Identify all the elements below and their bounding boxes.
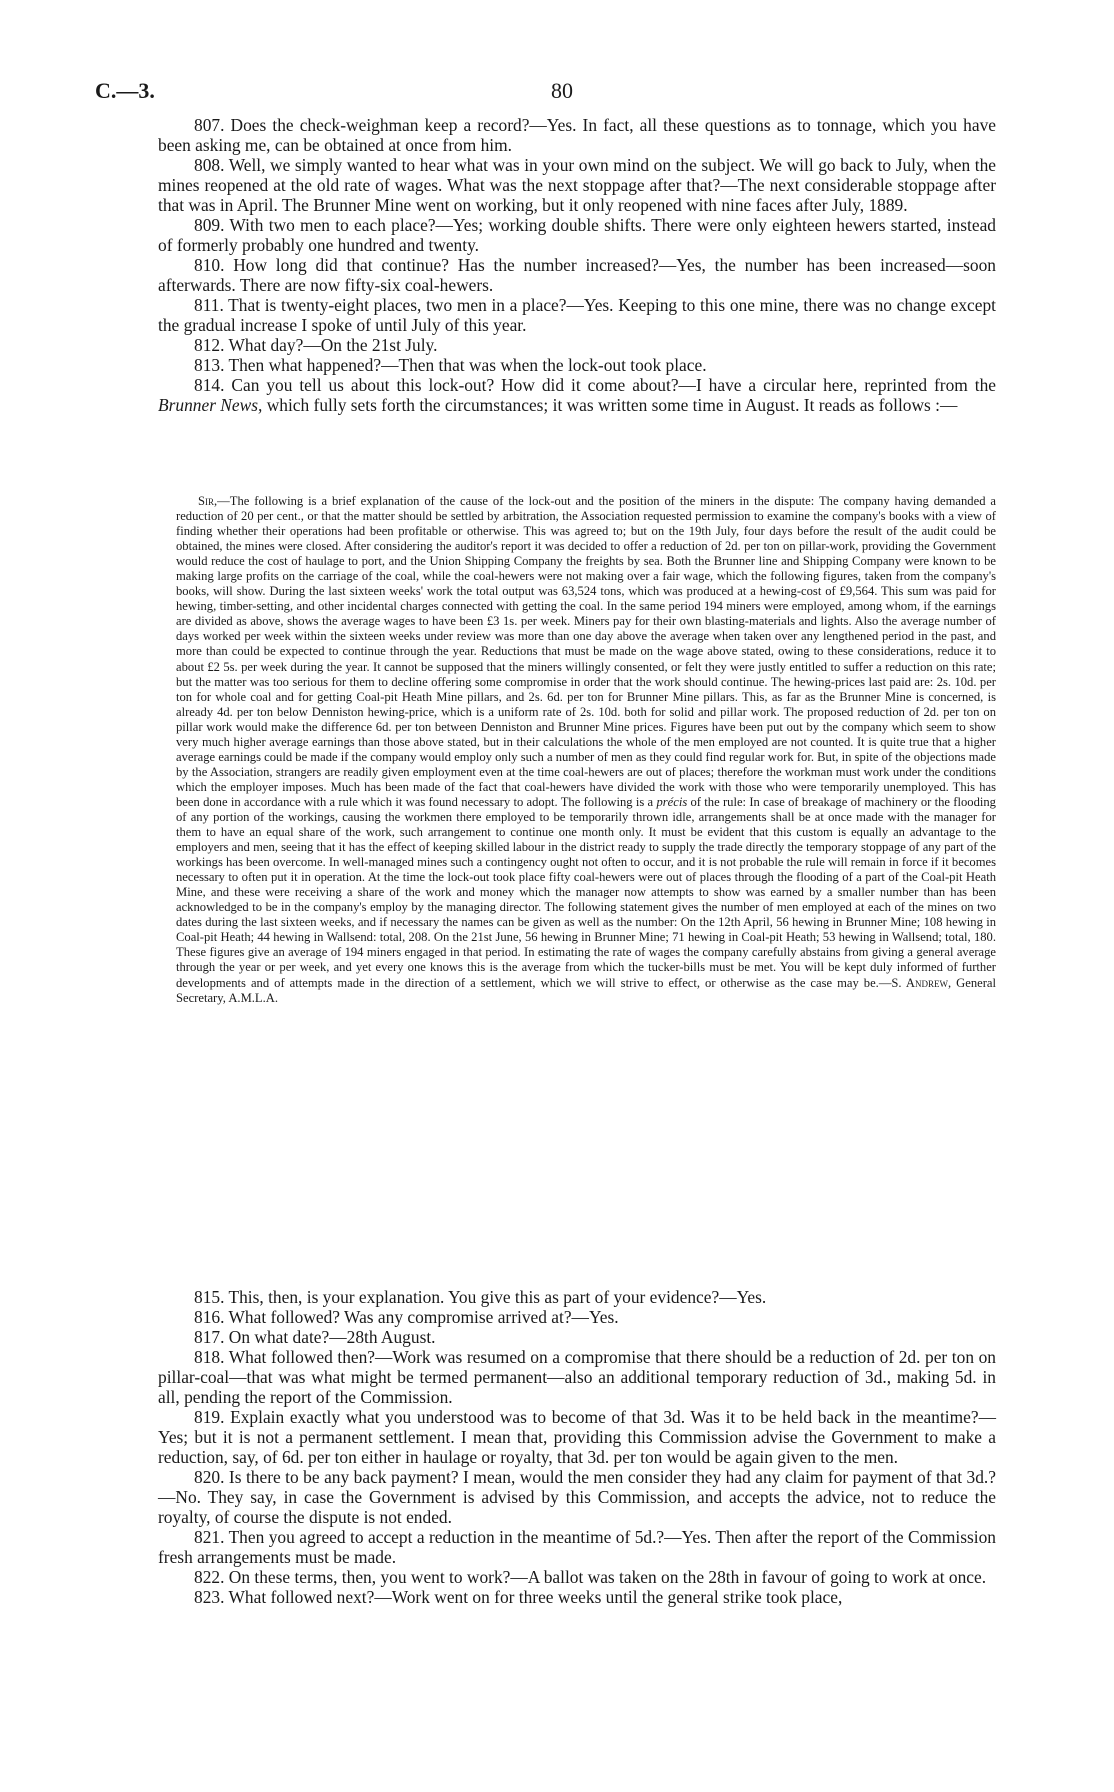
document-reference: C.—3. bbox=[95, 78, 155, 103]
newspaper-title: Brunner News, bbox=[158, 395, 263, 415]
signature-title: General Secretary, A.M.L.A. bbox=[176, 975, 997, 1005]
question-814: 814. Can you tell us about this lock-out? How did it come about?—I have a circular here, reprinted from the Brunner News, which fully sets forth the circumstances; it was written some time in August. It reads as follows :— bbox=[158, 375, 996, 415]
question-808: 808. Well, we simply wanted to hear what was in your own mind on the subject. We will go back to July, when the mines reopened at the old rate of wages. What was the next stoppage after that?—The next considerable stoppage after that was in April. The Brunner Mine went on working, but it only reopened with nine faces after July, 1889. bbox=[158, 155, 996, 215]
page-number: 80 bbox=[551, 78, 573, 103]
question-816: 816. What followed? Was any compromise arrived at?—Yes. bbox=[194, 1307, 619, 1327]
signature-name: S. Andrew, bbox=[891, 975, 952, 990]
questions-815-823 bbox=[158, 1287, 996, 1607]
question-822: 822. On these terms, then, you went to work?—A ballot was taken on the 28th in favour of going to work at once. bbox=[194, 1567, 987, 1587]
question-810: 810. How long did that continue? Has the number increased?—Yes, the number has been increased—soon afterwards. There are now fifty-six coal-hewers. bbox=[158, 255, 996, 295]
question-809: 809. With two men to each place?—Yes; working double shifts. There were only eighteen hewers started, instead of formerly probably one hundred and twenty. bbox=[158, 215, 996, 255]
question-817: 817. On what date?—28th August. bbox=[194, 1327, 436, 1347]
question-818: 818. What followed then?—Work was resumed on a compromise that there should be a reduction of 2d. per ton on pillar-coal—that was what might be termed permanent—also an additional temporary reduction of 3d., making 5d. in all, pending the report of the Commission. bbox=[158, 1347, 996, 1407]
question-819: 819. Explain exactly what you understood was to become of that 3d. Was it to be held back in the meantime?—Yes; but it is not a permanent settlement. I mean that, providing this Commission advise the Government to make a reduction, say, of 6d. per ton either in haulage or royalty, that 3d. per ton would be again given to the men. bbox=[158, 1407, 996, 1467]
question-821: 821. Then you agreed to accept a reduction in the meantime of 5d.?—Yes. Then after the report of the Commission fresh arrangements must be made. bbox=[158, 1527, 996, 1567]
question-815: 815. This, then, is your explanation. You give this as part of your evidence?—Yes. bbox=[194, 1287, 767, 1307]
question-813: 813. Then what happened?—Then that was when the lock-out took place. bbox=[194, 355, 707, 375]
salutation: Sir, bbox=[198, 494, 218, 508]
questions-807-813 bbox=[158, 115, 996, 415]
circular-letter: Sir,—The following is a brief explanation of the cause of the lock-out and the position of the miners in the dispute: The company having demanded a reduction of 20 per cent., or that the matter should be settled by arbitration, the Association requested permission to examine the company's books with a view of finding whether their operations had been profitable or otherwise. This was agreed to; but on the 19th July, four days before the result of the audit could be obtained, the mines were closed. After considering the auditor's report it was decided to offer a reduction of 2d. per ton on pillar-work, providing the Government would reduce the cost of haulage to port, and the Union Shipping Company the freights by sea. Both the Brunner line and Shipping Company were known to be making large profits on the carriage of the coal, while the coal-hewers were not making over a fair wage, which the following figures, taken from the company's books, will show. During the last sixteen weeks' work the total output was 63,524 tons, which was produced at a hewing-cost of £9,564. This sum was paid for hewing, timber-setting, and other incidental charges connected with getting the coal. In the same period 194 miners were employed, among whom, if the earnings are divided as above, shows the average wages to have been £3 1s. per week. Miners pay for their own blasting-materials and lights. Also the average number of days worked per week within the sixteen weeks under review was more than one day above the average when taken over any lengthened period in the past, and more than could be expected to continue through the year. Reductions that must be made on the wage above stated, owing to these considerations, reduce it to about £2 5s. per week during the year. It cannot be supposed that the miners willingly consented, or felt they were justly entitled to suffer a reduction on this rate; but the matter was too serious for them to decline offering some compromise in order that the work should continue. The hewing-prices last paid are: 2s. 10d. per ton for whole coal and for getting Coal-pit Heath Mine pillars, and 2s. 6d. per ton for Brunner Mine pillars. This, as far as the Brunner Mine is concerned, is already 4d. per ton below Denniston hewing-price, which is a uniform rate of 2s. 10d. both for solid and pillar work. The proposed reduction of 2d. per ton on pillar work would make the difference 6d. per ton between Denniston and Brunner Mine prices. Figures have been put out by the company which seem to show very much higher average earnings than those above stated, but in their calculations the whole of the men employed are not counted. It is quite true that a higher average earnings could be made if the company would employ only such a number of men as they could find regular work for. But, in spite of the objections made by the Association, strangers are readily given employment even at the time coal-hewers are out of places; therefore the workman must work under the conditions which the employer imposes. Much has been made of the fact that coal-hewers have divided the work with those who were temporarily unemployed. This has been done in accordance with a rule which it was found necessary to adopt. The following is a précis of the rule: In case of breakage of machinery or the flooding of any portion of the workings, causing the workmen there employed to be temporarily thrown idle, arrangements shall be at once made with the manager for them to have an equal share of the work, such arrangement to continue one month only. It must be evident that this custom is equally an advantage to the employers and men, seeing that it has the effect of keeping skilled labour in the district ready to supply the trade directly the temporary stoppage of any part of the workings has been overcome. In well-managed mines such a contingency ought not often to occur, and it is not probable the rule will remain in force if it becomes necessary to often put it in operation. At the time the lock-out took place fifty coal-hewers were out of places through the flooding of a part of the Coal-pit Heath Mine, and these were receiving a share of the work and money which the manager now attempts to show was earned by a smaller number than has been acknowledged to be in the company's employ by the managing director. The following statement gives the number of men employed at each of the mines on two dates during the last sixteen weeks, and if necessary the names can be given as well as the number: On the 12th April, 56 hewing in Brunner Mine; 108 hewing in Coal-pit Heath; 44 hewing in Wallsend: total, 208. On the 21st June, 56 hewing in Brunner Mine; 71 hewing in Coal-pit Heath; 53 hewing in Wallsend; total, 180. These figures give an average of 194 miners engaged in that period. In estimating the rate of wages the company carefully abstains from giving a general average through the year or per week, and yet every one knows this is the average from which the tucker-bills must be met. You will be kept duly informed of further developments and of attempts made in the direction of a settlement, which we will strive to effect, or otherwise as the case may be.—S. Andrew, General Secretary, A.M.L.A. bbox=[176, 494, 997, 1005]
question-812: 812. What day?—On the 21st July. bbox=[194, 335, 438, 355]
page-header bbox=[95, 78, 1055, 108]
question-820: 820. Is there to be any back payment? I mean, would the men consider they had any claim for payment of that 3d.?—No. They say, in case the Government is advised by this Commission, and accepts the advice, not to reduce the royalty, of course the dispute is not ended. bbox=[158, 1467, 996, 1527]
question-807: 807. Does the check-weighman keep a record?—Yes. In fact, all these questions as to tonnage, which you have been asking me, can be obtained at once from him. bbox=[158, 115, 996, 155]
precis-term: précis bbox=[656, 794, 688, 809]
question-823: 823. What followed next?—Work went on for three weeks until the general strike took place, bbox=[194, 1587, 843, 1607]
question-811: 811. That is twenty-eight places, two men in a place?—Yes. Keeping to this one mine, there was no change except the gradual increase I spoke of until July of this year. bbox=[158, 295, 996, 335]
